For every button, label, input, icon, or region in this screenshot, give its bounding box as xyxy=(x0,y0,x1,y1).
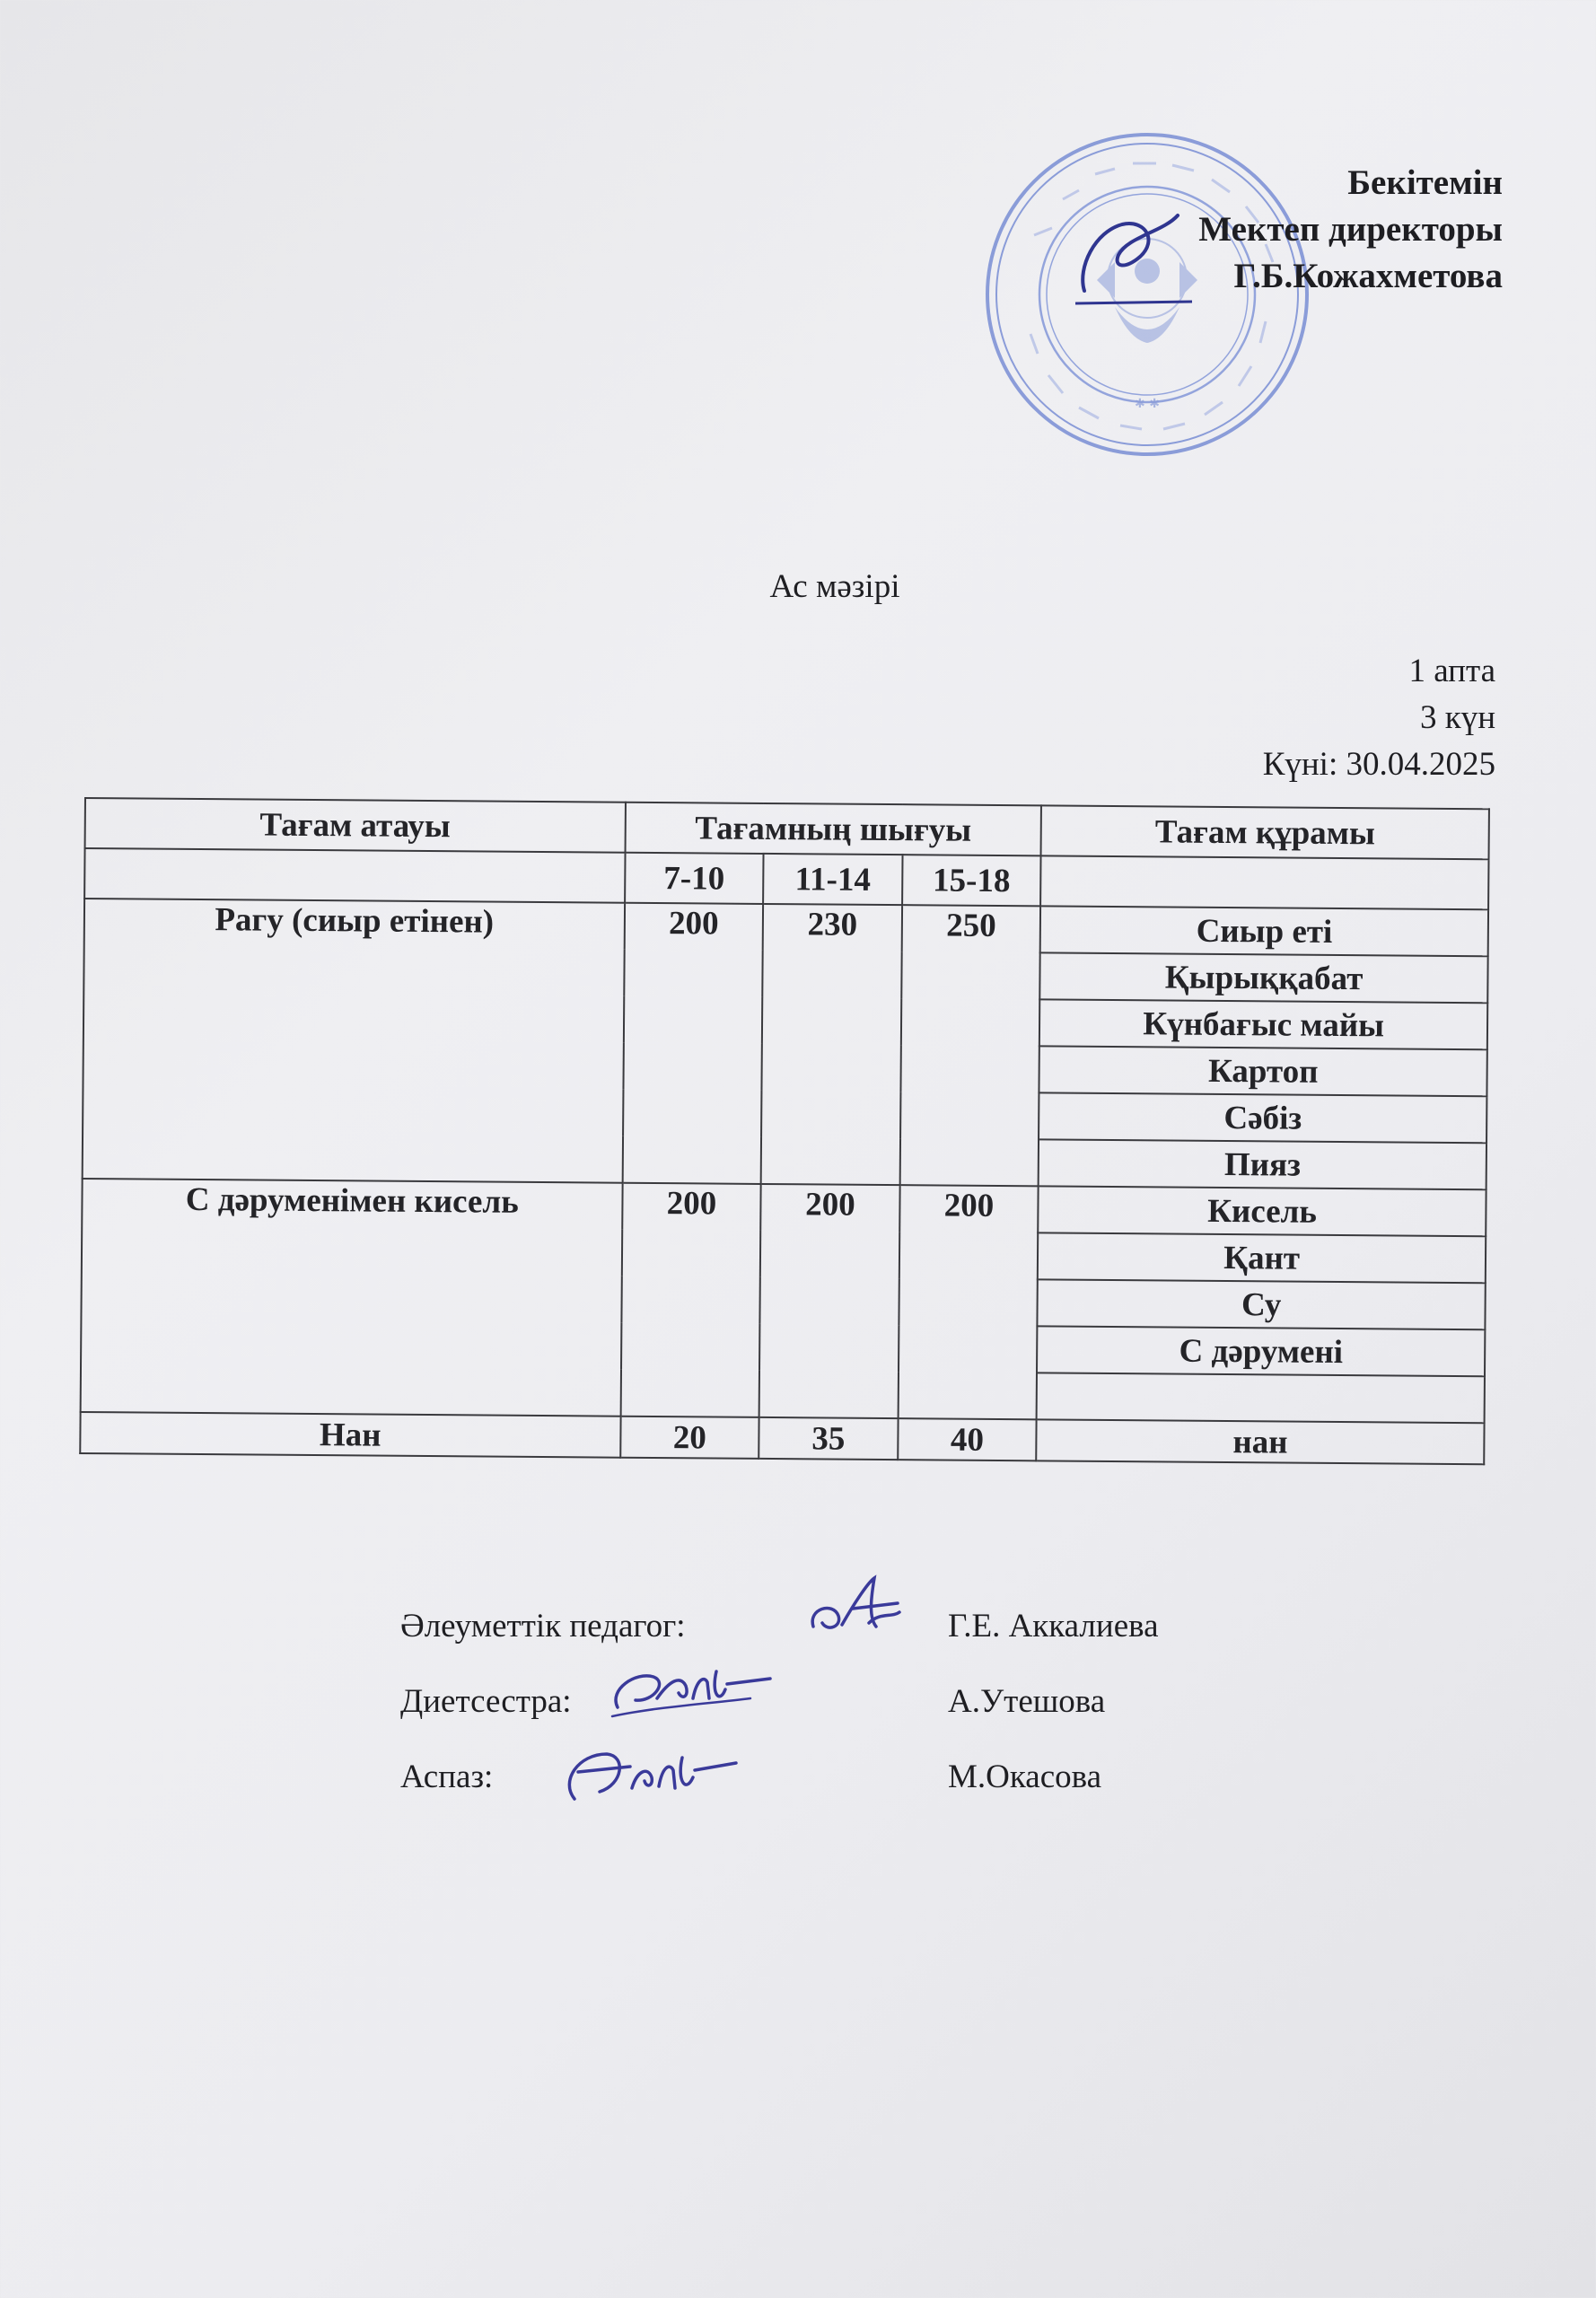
handwritten-signature xyxy=(600,1645,779,1734)
subheader-empty xyxy=(84,848,625,903)
dish-name-cell: Нан xyxy=(80,1412,620,1458)
ingredient-cell: Сиыр еті xyxy=(1040,906,1488,956)
output-cell: 35 xyxy=(759,1417,898,1460)
handwritten-signature xyxy=(551,1722,740,1820)
ingredient-cell: С дәрумені xyxy=(1037,1326,1485,1376)
ingredient-cell: Қант xyxy=(1038,1232,1486,1283)
age-group-cell: 11-14 xyxy=(763,854,902,905)
output-cell: 250 xyxy=(899,905,1040,1186)
age-group-cell: 15-18 xyxy=(902,855,1041,906)
ingredient-cell: Пияз xyxy=(1039,1139,1486,1189)
ingredient-cell: Су xyxy=(1038,1279,1486,1329)
ingredient-cell: Қырыққабат xyxy=(1040,952,1488,1003)
ingredient-cell: Кисель xyxy=(1039,1186,1486,1236)
date-label: Күні: 30.04.2025 xyxy=(1262,746,1495,783)
output-cell: 200 xyxy=(622,903,763,1184)
week-label: 1 апта xyxy=(1408,653,1495,689)
dish-name-cell: С дәруменімен кисель xyxy=(81,1179,623,1417)
signature-role: Әлеуметтік педагог: xyxy=(400,1608,686,1645)
header-dish-name: Тағам атауы xyxy=(85,798,626,853)
signature-name: М.Окасова xyxy=(948,1759,1102,1795)
approval-director-name: Г.Б.Кожахметова xyxy=(1233,257,1503,295)
ingredient-cell: Сәбіз xyxy=(1039,1092,1486,1143)
signature-role: Диетсестра: xyxy=(400,1683,572,1720)
signature-name: Г.Е. Аккалиева xyxy=(948,1608,1159,1645)
day-label: 3 күн xyxy=(1419,699,1495,736)
age-group-cell: 7-10 xyxy=(625,853,764,904)
output-cell: 200 xyxy=(759,1184,900,1418)
output-cell: 20 xyxy=(620,1417,759,1459)
ingredient-cell: Картоп xyxy=(1039,1046,1487,1096)
page-title: Ас мәзірі xyxy=(769,568,900,605)
output-cell: 200 xyxy=(898,1185,1039,1419)
approval-label: Бекітемін xyxy=(1347,163,1503,202)
director-signature xyxy=(1059,205,1194,321)
svg-text:✱ ✱: ✱ ✱ xyxy=(1135,397,1160,411)
signature-role: Аспаз: xyxy=(400,1759,494,1795)
output-cell: 40 xyxy=(898,1418,1037,1460)
ingredient-cell: Күнбағыс майы xyxy=(1039,999,1487,1049)
menu-table xyxy=(79,797,1490,1465)
handwritten-signature xyxy=(806,1573,905,1653)
subheader-empty xyxy=(1040,855,1488,909)
header-composition: Тағам құрамы xyxy=(1041,805,1489,859)
output-cell: 230 xyxy=(761,904,902,1185)
header-output: Тағамның шығуы xyxy=(625,803,1041,856)
signature-name: А.Утешова xyxy=(948,1683,1106,1720)
approval-position: Мектеп директоры xyxy=(1198,210,1503,249)
menu-meta xyxy=(1263,648,1495,788)
dish-name-cell: Рагу (сиыр етінен) xyxy=(83,899,625,1183)
approval-block xyxy=(1198,160,1503,300)
output-cell: 200 xyxy=(620,1183,761,1417)
ingredient-cell: нан xyxy=(1037,1419,1485,1464)
ingredient-cell-empty xyxy=(1037,1373,1485,1423)
